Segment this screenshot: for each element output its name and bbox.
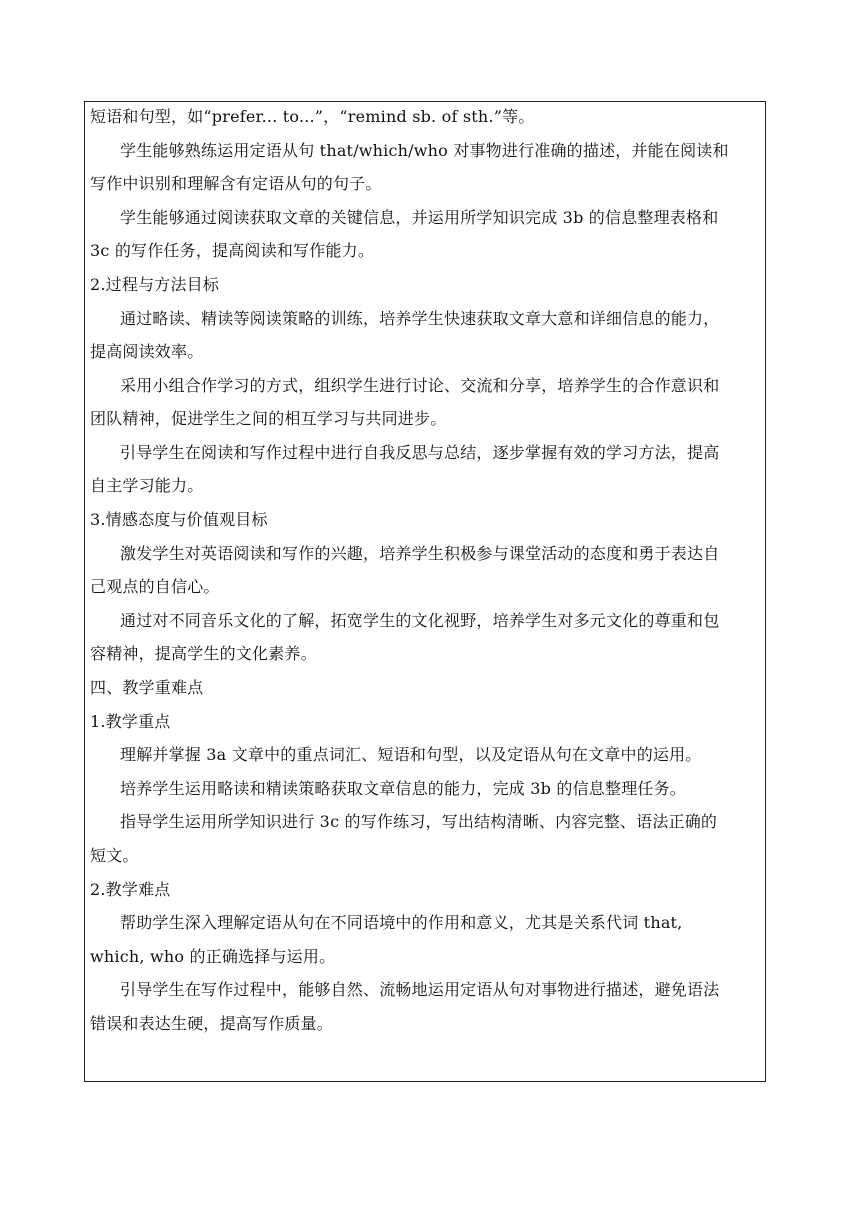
text-line: 错误和表达生硬，提高写作质量。 — [90, 1014, 334, 1033]
text-line: 团队精神，促进学生之间的相互学习与共同进步。 — [90, 409, 447, 428]
section-heading: 1.教学重点 — [90, 712, 171, 731]
text-line: 引导学生在写作过程中，能够自然、流畅地运用定语从句对事物进行描述，避免语法 — [120, 980, 720, 999]
text-line: 短文。 — [90, 846, 139, 865]
text-line: 学生能够通过阅读获取文章的关键信息，并运用所学知识完成 3b 的信息整理表格和 — [120, 208, 719, 227]
text-line: 帮助学生深入理解定语从句在不同语境中的作用和意义，尤其是关系代词 that, — [120, 913, 683, 932]
text-line: 引导学生在阅读和写作过程中进行自我反思与总结，逐步掌握有效的学习方法，提高 — [120, 443, 720, 462]
text-line: 己观点的自信心。 — [90, 577, 220, 596]
section-heading: 3.情感态度与价值观目标 — [90, 510, 268, 529]
text-line: 提高阅读效率。 — [90, 342, 204, 361]
text-line: 学生能够熟练运用定语从句 that/which/who 对事物进行准确的描述，并能在阅读和 — [120, 141, 729, 160]
text-line: 短语和句型，如“prefer... to...”，“remind sb. of sth.”等。 — [90, 107, 535, 126]
section-heading: 2.教学难点 — [90, 880, 171, 899]
text-line: 通过略读、精读等阅读策略的训练，培养学生快速获取文章大意和详细信息的能力， — [120, 309, 720, 328]
section-heading: 2.过程与方法目标 — [90, 275, 220, 294]
text-line: 采用小组合作学习的方式，组织学生进行讨论、交流和分享，培养学生的合作意识和 — [120, 376, 720, 395]
text-line: 自主学习能力。 — [90, 476, 204, 495]
text-line: 理解并掌握 3a 文章中的重点词汇、短语和句型，以及定语从句在文章中的运用。 — [120, 745, 702, 764]
text-line: 培养学生运用略读和精读策略获取文章信息的能力，完成 3b 的信息整理任务。 — [120, 779, 686, 798]
section-heading: 四、教学重难点 — [90, 678, 204, 697]
text-line: 写作中识别和理解含有定语从句的句子。 — [90, 174, 382, 193]
text-line: 容精神，提高学生的文化素养。 — [90, 644, 317, 663]
text-line: 指导学生运用所学知识进行 3c 的写作练习，写出结构清晰、内容完整、语法正确的 — [120, 812, 718, 831]
text-line: 激发学生对英语阅读和写作的兴趣，培养学生积极参与课堂活动的态度和勇于表达自 — [120, 544, 720, 563]
text-line: 3c 的写作任务，提高阅读和写作能力。 — [90, 241, 375, 260]
text-line: 通过对不同音乐文化的了解，拓宽学生的文化视野，培养学生对多元文化的尊重和包 — [120, 611, 720, 630]
text-line: which, who 的正确选择与运用。 — [90, 947, 336, 966]
